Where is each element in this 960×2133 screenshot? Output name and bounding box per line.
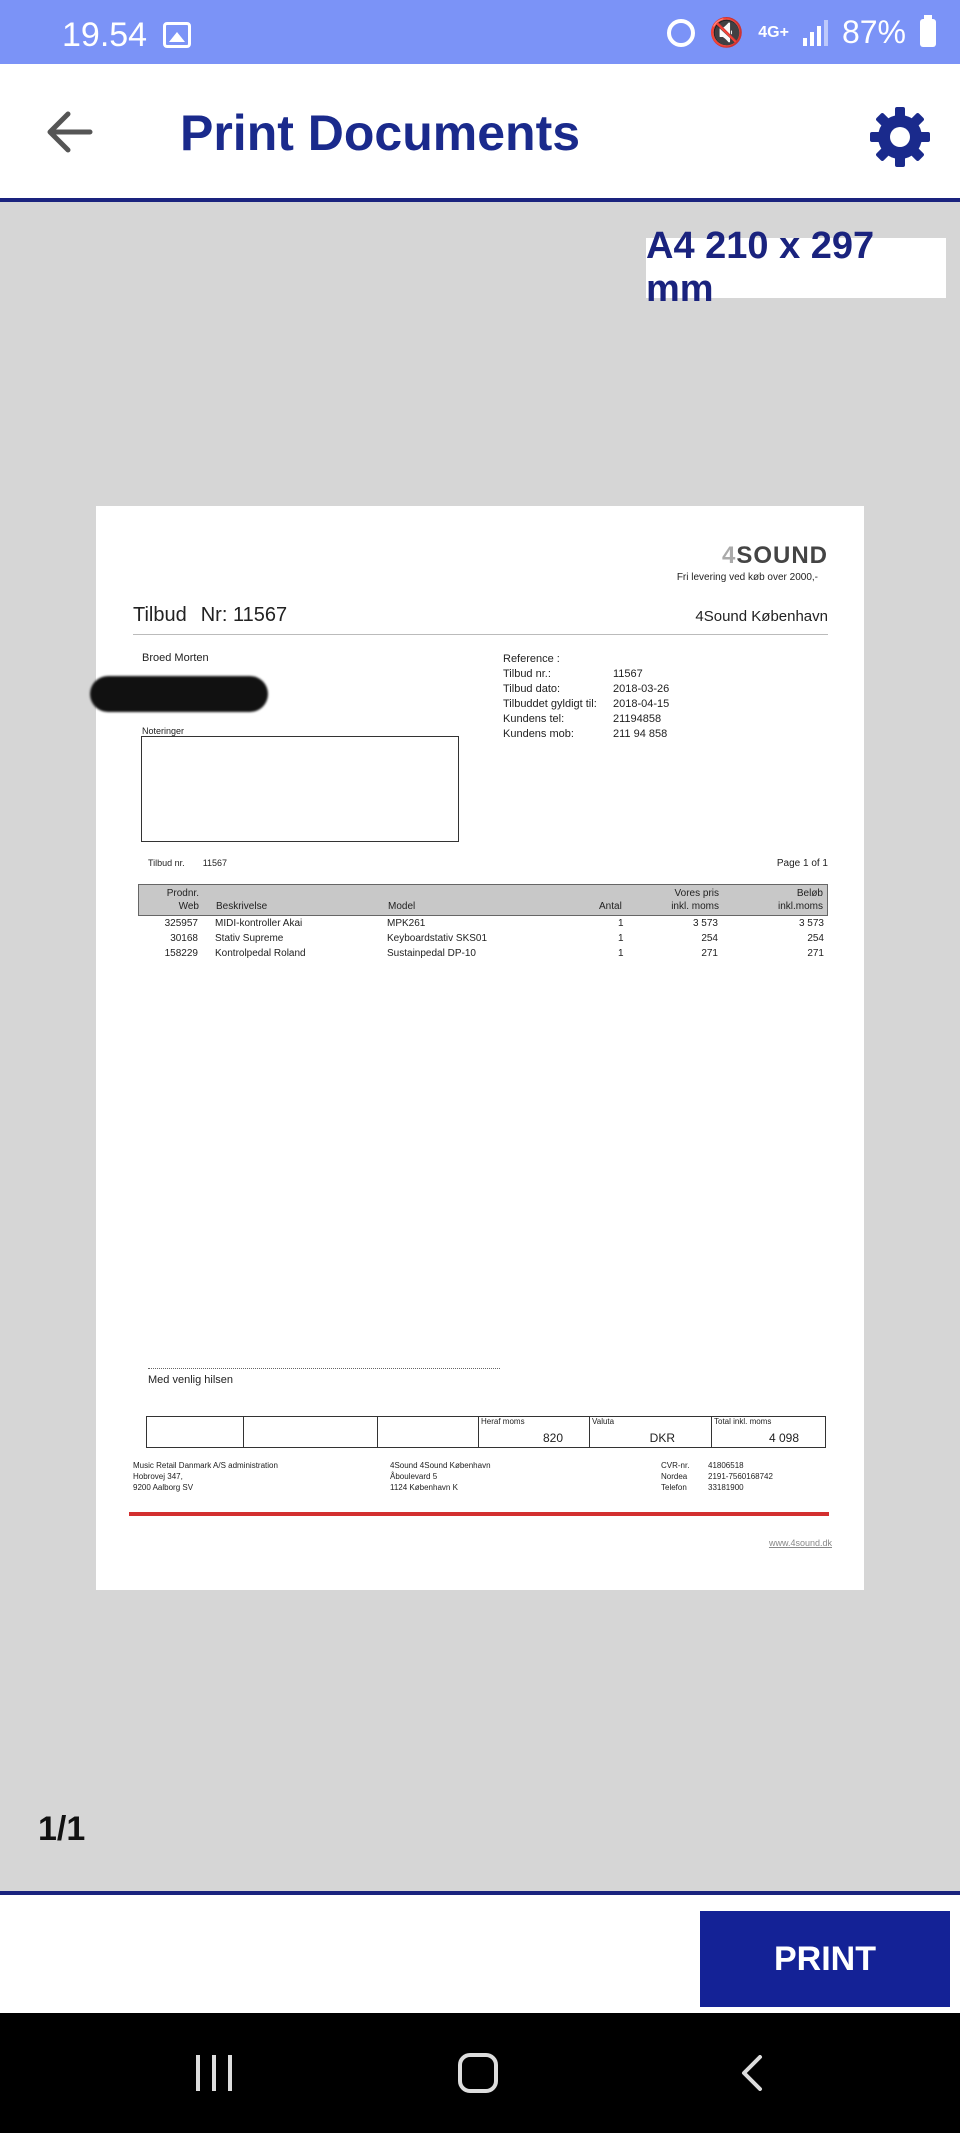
- notes-box: [141, 736, 459, 842]
- print-button[interactable]: PRINT: [700, 1911, 950, 2007]
- reference-row: Tilbud nr.: 11567: [503, 668, 643, 680]
- summary-cell-empty: [147, 1417, 244, 1447]
- battery-level: 87%: [841, 14, 906, 50]
- reference-row: Kundens tel: 21194858: [503, 713, 662, 725]
- paper-size-selector[interactable]: A4 210 x 297 mm: [646, 238, 946, 298]
- table-row: 158229 Kontrolpedal Roland Sustainpedal DP-10 1 271 271: [164, 948, 824, 959]
- network-type: 4G+: [758, 23, 789, 41]
- page-of: Page 1 of 1: [776, 858, 828, 869]
- navigation-bar: [0, 2013, 960, 2133]
- footer-red-line: [129, 1512, 829, 1516]
- summary-total: Total inkl. moms 4 098: [714, 1417, 799, 1445]
- col-beskrivelse: Beskrivelse: [216, 901, 268, 912]
- status-bar: [0, 0, 960, 64]
- footer-contact-values: 41806518 2191-7560168742 33181900: [708, 1461, 773, 1492]
- summary-table: [146, 1416, 826, 1448]
- reference-row: Tilbud dato: 2018-03-26: [503, 683, 670, 695]
- mute-icon: 🔇: [709, 17, 745, 48]
- home-icon[interactable]: [458, 2053, 498, 2093]
- summary-valuta: Valuta DKR: [590, 1417, 712, 1447]
- table-row: 30168 Stativ Supreme Keyboardstativ SKS01 1 254 254: [170, 933, 824, 944]
- app-bar: [0, 64, 960, 202]
- summary-moms: Heraf moms 820: [479, 1417, 590, 1447]
- table-row: 325957 MIDI-kontroller Akai MPK261 1 3 573 3 573: [164, 918, 824, 929]
- company-logo: 4SOUND: [721, 542, 828, 569]
- document-preview: [96, 506, 864, 1590]
- page-counter: 1/1: [38, 1810, 86, 1848]
- tilbud-nr-line: Tilbud nr. 11567: [148, 858, 228, 868]
- col-vores-pris: Vores pris inkl. moms: [671, 888, 719, 912]
- recent-apps-icon[interactable]: [196, 2055, 232, 2091]
- col-model: Model: [388, 901, 416, 912]
- reference-row: Reference :: [503, 653, 560, 665]
- document-heading: Tilbud Nr: 11567: [133, 604, 288, 626]
- settings-gear-icon[interactable]: [868, 105, 932, 169]
- footer-contact-keys: CVR-nr. Nordea Telefon: [661, 1461, 690, 1492]
- signal-icon: [803, 20, 828, 46]
- alarm-icon: [667, 19, 695, 47]
- col-prodnr: Prodnr. Web: [166, 888, 199, 912]
- summary-cell-empty: [378, 1417, 479, 1447]
- page-title: Print Documents: [180, 105, 581, 161]
- summary-cell-empty: [244, 1417, 378, 1447]
- battery-icon: [920, 19, 936, 47]
- footer-company: Music Retail Danmark A/S administration Hobrovej 347, 9200 Aalborg SV: [133, 1461, 278, 1492]
- customer-name: Broed Morten: [142, 652, 209, 664]
- reference-block: [503, 652, 669, 742]
- col-antal: Antal: [599, 901, 622, 912]
- bottom-bar: [0, 1891, 960, 2013]
- website-link: www.4sound.dk: [768, 1538, 832, 1548]
- col-belob: Beløb inkl.moms: [777, 888, 823, 912]
- footer-store: 4Sound 4Sound København Åboulevard 5 1124 København K: [390, 1461, 491, 1492]
- status-time: 19.54: [62, 16, 148, 54]
- status-icons: [667, 14, 936, 51]
- gallery-icon: [163, 22, 191, 48]
- reference-row: Tilbuddet gyldigt til: 2018-04-15: [503, 698, 670, 710]
- table-header: [138, 884, 828, 916]
- signature-line: [148, 1368, 500, 1369]
- nav-back-icon[interactable]: [740, 2055, 764, 2091]
- reference-row: Kundens mob: 211 94 858: [503, 728, 668, 740]
- offer-number: Nr: 11567: [200, 604, 288, 626]
- notes-label: Noteringer: [142, 726, 185, 736]
- store-name: 4Sound København: [695, 608, 828, 625]
- delivery-note: Fri levering ved køb over 2000,-: [676, 572, 818, 583]
- greeting: Med venlig hilsen: [148, 1374, 233, 1386]
- back-arrow-icon[interactable]: [44, 110, 94, 154]
- divider: [133, 634, 828, 635]
- redacted-address: [90, 676, 268, 712]
